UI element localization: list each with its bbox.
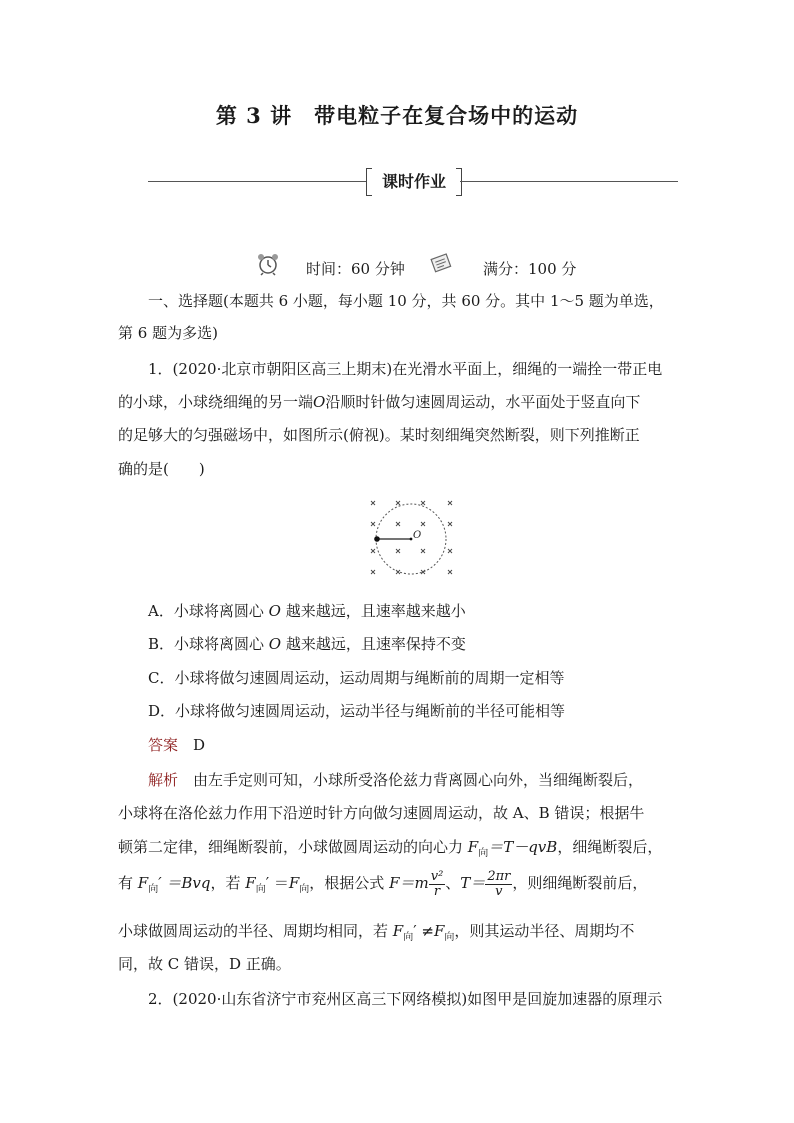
formula-fraction-v2-over-r: $\frac{\text{v²}}{r}$ bbox=[430, 868, 444, 899]
banner-rule-left bbox=[148, 181, 366, 182]
banner-rule-right bbox=[460, 181, 678, 182]
banner-label: 课时作业 bbox=[366, 168, 462, 196]
section-banner bbox=[148, 168, 678, 198]
answer-label: 答案 bbox=[148, 736, 179, 754]
center-label: O bbox=[413, 530, 422, 541]
q1-option-d: D．小球将做匀速圆周运动，运动半径与绳断前的半径可能相等 bbox=[148, 702, 566, 720]
q1-answer bbox=[148, 734, 205, 756]
q1-option-c: C．小球将做匀速圆周运动，运动周期与绳断前的周期一定相等 bbox=[148, 669, 565, 687]
q1-analysis-line1: 解析 由左手定则可知，小球所受洛伦兹力背离圆心向外，当细绳断裂后， bbox=[148, 771, 644, 789]
q1-stem-line3: 的足够大的匀强磁场中，如图所示(俯视)。某时刻细绳突然断裂，则下列推断正 bbox=[118, 426, 640, 444]
q1-analysis-line6: 同，故 C 错误，D 正确。 bbox=[118, 955, 291, 973]
alarm-clock-icon bbox=[256, 252, 280, 276]
q1-analysis-line4: 有 $F_向' =Bvq$，若 $F_向' =F_向$，根据公式 F＝m $\frac{\text{v²}}{r}$ 、T＝ $\frac{2\pi r}{v}$ ，则细绳断裂前后， bbox=[118, 868, 648, 899]
lecture-title: 第 3 讲 带电粒子在复合场中的运动 bbox=[215, 103, 579, 128]
exam-meta bbox=[0, 252, 794, 280]
q1-magnetic-field-figure bbox=[360, 496, 465, 582]
charged-ball bbox=[374, 536, 380, 542]
q1-option-b: B．小球将离圆心 O 越来越远，且速率保持不变 bbox=[148, 635, 466, 653]
score-label: 满分：100 分 bbox=[483, 260, 577, 278]
q1-analysis-line5: 小球做圆周运动的半径、周期均相同，若 $F_向' \ne F_向$，则其运动半径、周期均不 bbox=[118, 922, 635, 943]
analysis-label: 解析 bbox=[148, 771, 179, 789]
section1-heading-line2: 第 6 题为多选) bbox=[118, 324, 218, 342]
answer-value: D bbox=[193, 736, 206, 754]
time-label: 时间：60 分钟 bbox=[306, 260, 405, 278]
formula-fraction-2pir-over-v: $\frac{2\pi r}{v}$ bbox=[487, 868, 511, 899]
q1-stem-line2: 的小球，小球绕细绳的另一端O沿顺时针做匀速圆周运动，水平面处于竖直向下 bbox=[118, 393, 641, 411]
q1-stem-line1: 1．(2020·北京市朝阳区高三上期末)在光滑水平面上，细绳的一端拴一带正电 bbox=[148, 360, 663, 378]
q1-analysis-line3: 顿第二定律，细绳断裂前，小球做圆周运动的向心力 $F_向=T-qvB$，细绳断裂后， bbox=[118, 838, 663, 859]
q1-stem-line4: 确的是( ) bbox=[118, 460, 205, 478]
q1-analysis-line2: 小球将在洛伦兹力作用下沿逆时针方向做匀速圆周运动，故 A、B 错误；根据牛 bbox=[118, 804, 645, 822]
center-point bbox=[410, 538, 413, 541]
q1-option-a: A．小球将离圆心 O 越来越远，且速率越来越小 bbox=[148, 602, 466, 620]
q2-stem-line1: 2．(2020·山东省济宁市兖州区高三下网络模拟)如图甲是回旋加速器的原理示 bbox=[148, 990, 663, 1008]
paper-icon bbox=[430, 252, 454, 274]
section1-heading-line1: 一、选择题(本题共 6 小题，每小题 10 分，共 60 分。其中 1～5 题为单选， bbox=[148, 292, 664, 310]
